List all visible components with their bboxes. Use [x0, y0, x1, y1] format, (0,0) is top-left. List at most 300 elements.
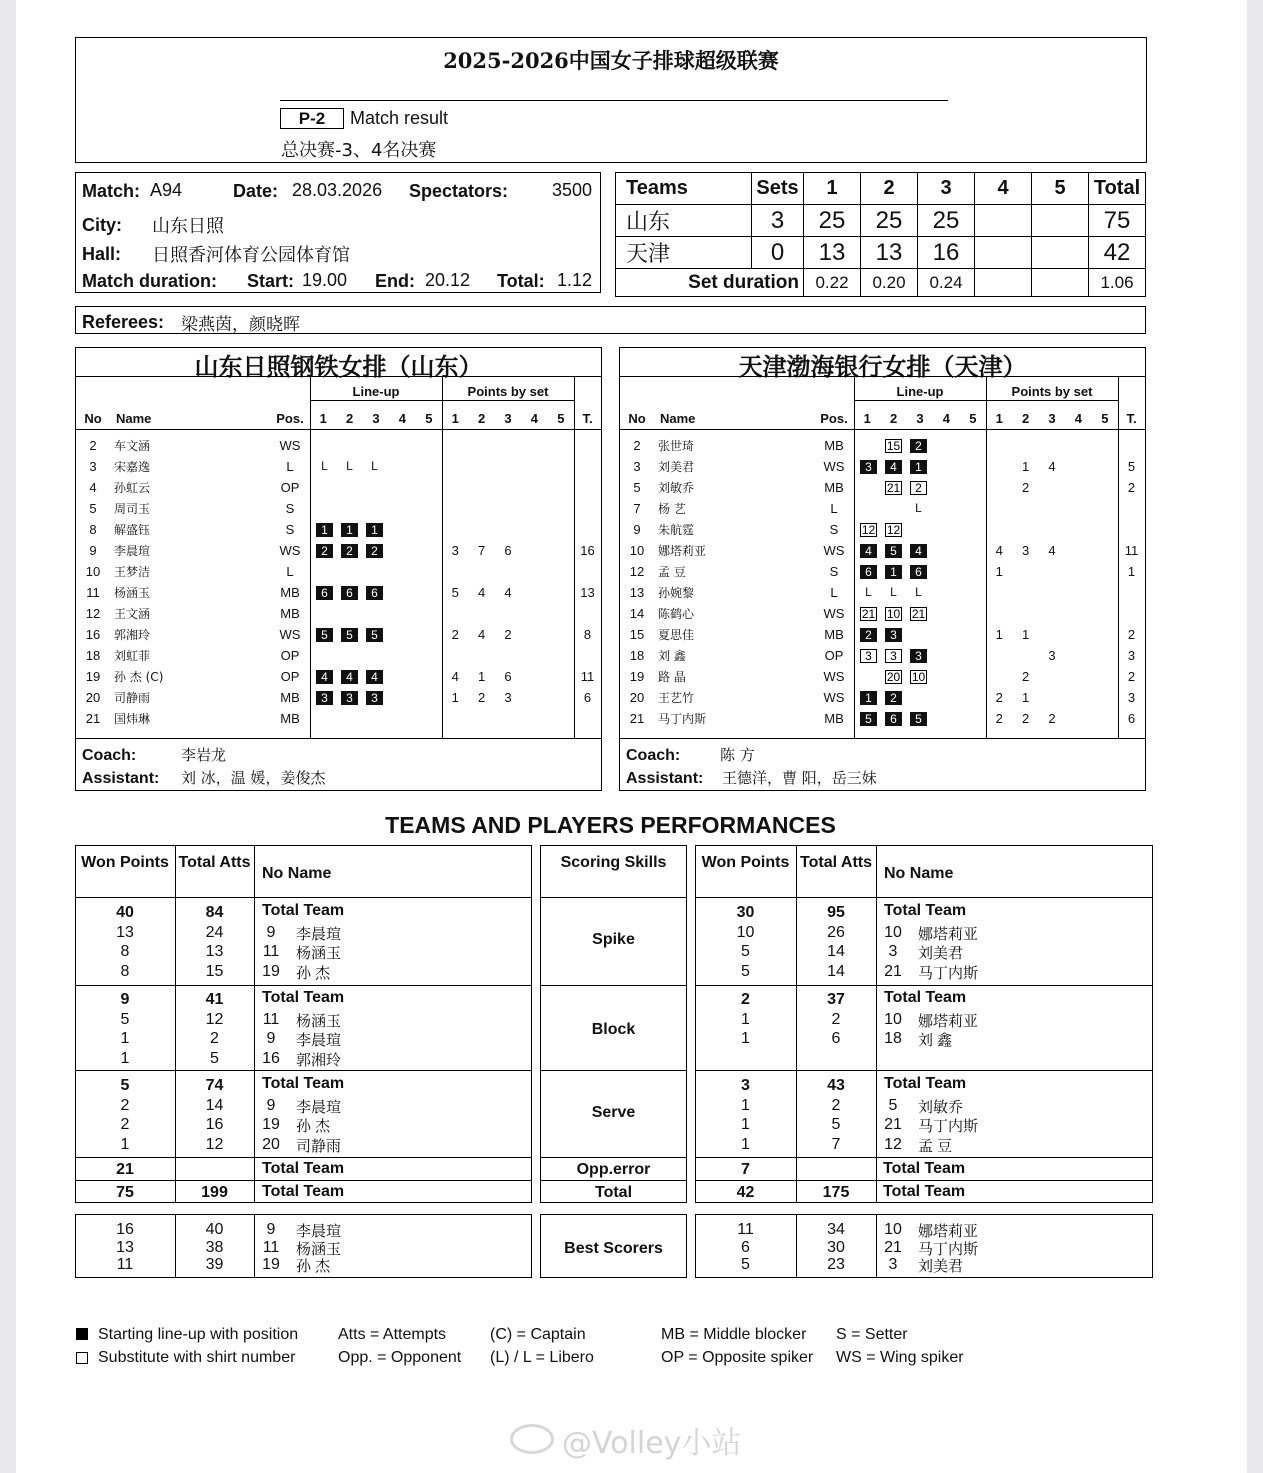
player-number: 3: [89, 459, 97, 474]
set-points: [1039, 480, 1065, 495]
lineup-col: 1: [319, 411, 327, 426]
lineup-col: 2: [345, 411, 354, 426]
player-name: 娜塔莉亚: [918, 1012, 979, 1030]
legend-item: (L) / L = Libero: [490, 1349, 594, 1366]
city-value: 山东日照: [152, 216, 224, 237]
set-points: [1039, 690, 1065, 705]
set-col-header: 1: [804, 173, 861, 205]
legend-item: WS = Wing spiker: [836, 1349, 964, 1366]
player-row: [620, 498, 1145, 519]
player-name: 陈鹤心: [658, 607, 695, 621]
won-points: 1: [120, 1135, 130, 1153]
player-row: [76, 603, 601, 624]
starting-position-box: 5: [316, 628, 333, 642]
player-total: [574, 645, 601, 666]
player-name: 司静雨: [296, 1137, 342, 1155]
player-name: 马丁内斯: [918, 1240, 979, 1258]
player-position: L: [286, 459, 294, 474]
libero-mark: L: [890, 584, 897, 599]
points-col: 4: [530, 411, 539, 426]
player-total: [574, 456, 601, 477]
home-roster: [75, 347, 602, 791]
substitute-box: 21: [861, 606, 876, 621]
substitute-box: 20: [886, 669, 901, 684]
total-team-label: Total Team: [262, 1075, 345, 1092]
player-number: 4: [89, 480, 97, 495]
lineup-col: 5: [425, 411, 433, 426]
player-name: 李晨瑄: [296, 1098, 342, 1116]
won-points: 5: [120, 1010, 130, 1028]
player-position: WS: [823, 690, 845, 705]
player-row: [620, 456, 1145, 477]
set-points: 4: [504, 585, 512, 600]
player-row: [620, 687, 1145, 708]
substitute-box: 2: [910, 481, 927, 495]
total-atts: 5: [210, 1049, 219, 1067]
player-row: [76, 435, 601, 456]
libero-mark: L: [915, 584, 922, 599]
player-name: 马丁内斯: [918, 1118, 979, 1135]
player-number: 5: [888, 1096, 898, 1114]
lineup-col: 3: [372, 411, 380, 426]
starting-position-box: 6: [316, 586, 333, 600]
set-score: 16: [918, 237, 975, 269]
set-points: 1: [477, 669, 486, 684]
player-row: [620, 435, 1145, 456]
player-number: 20: [629, 690, 645, 705]
lineup-col: 3: [916, 411, 924, 426]
empty-slot: [885, 502, 902, 516]
set-points: [1065, 627, 1091, 642]
libero-mark: L: [321, 458, 328, 473]
player-position: WS: [823, 669, 845, 684]
player-name: 孙 杰: [296, 1258, 331, 1275]
page-title: 2025-2026中国女子排球超级联赛: [443, 48, 779, 73]
opp-error-away: 7: [741, 1161, 750, 1178]
player-row: [620, 561, 1145, 582]
player-number: 12: [629, 564, 645, 579]
end-time: 20.12: [425, 270, 471, 290]
date-label: Date:: [233, 181, 279, 201]
player-name: 杨涵玉: [114, 586, 151, 600]
doc-code: P-2: [280, 108, 344, 129]
team-name: 天津: [616, 237, 752, 269]
player-position: MB: [280, 585, 300, 600]
player-name: 李晨瑄: [296, 1032, 342, 1049]
set-score: [1032, 237, 1089, 269]
starting-position-box: 2: [885, 691, 902, 705]
player-number: 19: [85, 669, 101, 684]
spectators-count: 3500: [552, 180, 593, 200]
set-points: 6: [504, 669, 512, 684]
match-number: A94: [150, 180, 183, 200]
legend-item: Opp. = Opponent: [338, 1349, 462, 1366]
sets-won: 0: [752, 237, 804, 269]
total-atts: 30: [827, 1238, 845, 1256]
player-row: [620, 540, 1145, 561]
points-col: 5: [557, 411, 565, 426]
away-coach: 陈 方: [720, 746, 755, 764]
won-points: 1: [741, 1010, 750, 1028]
set-points: [1092, 648, 1118, 663]
player-number: 18: [629, 648, 645, 663]
set-points: 2: [1021, 669, 1030, 684]
player-name: 孙 杰: [296, 1118, 331, 1135]
match-label: Match:: [82, 181, 140, 201]
coach-label: Coach:: [82, 747, 137, 764]
end-label: End:: [375, 271, 415, 291]
won-points: 11: [737, 1221, 754, 1238]
legend-item: MB = Middle blocker: [661, 1326, 807, 1343]
player-name: 刘美君: [918, 945, 964, 962]
set-points: [1012, 564, 1038, 579]
won-points: 5: [741, 962, 750, 980]
total-atts: 15: [205, 962, 224, 980]
player-number: 18: [884, 1030, 902, 1047]
pos-header: Pos.: [276, 411, 304, 426]
away-assistant: 王德洋，曹 阳，岳三妹: [722, 769, 877, 787]
substitute-box: 21: [911, 606, 926, 621]
player-total: 13: [580, 585, 595, 600]
starting-position-box: 2: [366, 544, 383, 558]
set-points: [548, 627, 574, 642]
player-position: WS: [823, 459, 845, 474]
player-number: 12: [884, 1135, 902, 1153]
player-row: [620, 582, 1145, 603]
player-position: WS: [823, 543, 845, 558]
referees-box: [75, 306, 1146, 334]
set-points: 2: [1021, 480, 1030, 495]
player-total: 2: [1127, 480, 1136, 495]
total-atts: 14: [205, 1096, 224, 1114]
skill-name: Block: [591, 1021, 636, 1038]
home-team-title: 山东日照钢铁女排（山东）: [194, 352, 483, 381]
total-atts-home: 199: [201, 1184, 228, 1201]
set-points: [521, 669, 547, 684]
match-date: 28.03.2026: [292, 180, 383, 200]
duration-total: 1.06: [1089, 269, 1146, 297]
player-position: L: [286, 564, 294, 579]
player-number: 10: [85, 564, 101, 579]
set-duration: [1032, 269, 1089, 297]
starting-position-box: 1: [366, 523, 383, 537]
lineup-header: Line-up: [896, 384, 944, 399]
player-position: OP: [280, 669, 300, 684]
total-atts-away: 175: [822, 1184, 850, 1201]
won-points: 8: [120, 962, 130, 980]
player-name: 刘敏乔: [658, 481, 695, 495]
skill-name: Serve: [591, 1104, 636, 1121]
t-header: T.: [582, 411, 593, 426]
player-name: 宋嘉逸: [114, 460, 151, 474]
total-atts: 2: [210, 1030, 219, 1047]
total-atts: 95: [827, 904, 845, 921]
home-player-rows: [76, 435, 601, 729]
player-position: L: [830, 501, 838, 516]
points-col: 5: [1101, 411, 1109, 426]
player-position: WS: [279, 543, 301, 558]
player-total: 1: [1127, 564, 1136, 579]
set-points: 2: [504, 627, 512, 642]
set-points: 3: [1048, 648, 1056, 663]
player-number: 21: [884, 1116, 902, 1133]
city-label: City:: [82, 215, 122, 235]
lineup-cols: [854, 408, 986, 429]
starting-position-box: 3: [341, 691, 358, 705]
starting-position-box: 3: [910, 649, 927, 663]
set-points: 6: [504, 543, 512, 558]
total-atts: 39: [205, 1256, 224, 1273]
substitute-box: 3: [860, 649, 877, 663]
points-cols: [986, 408, 1118, 429]
player-row: [76, 519, 601, 540]
set-score: [975, 237, 1032, 269]
player-position: WS: [279, 627, 301, 642]
set-points: [1012, 648, 1038, 663]
set-points: [1039, 564, 1065, 579]
legend-item: Atts = Attempts: [338, 1326, 447, 1343]
player-name: 朱航霆: [658, 523, 695, 537]
player-row: [76, 708, 601, 729]
assistant-label: Assistant:: [626, 770, 704, 787]
player-name: 王文涵: [114, 607, 151, 621]
set-points: 3: [504, 690, 512, 705]
total-atts: 2: [831, 1096, 841, 1114]
points-col: 2: [1021, 411, 1030, 426]
points-col: 1: [995, 411, 1003, 426]
starting-position-box: 5: [910, 712, 927, 726]
player-name: 杨 艺: [658, 502, 686, 516]
starting-position-box: 5: [366, 628, 383, 642]
player-row: [76, 498, 601, 519]
total-team-label: Total Team: [884, 1075, 967, 1092]
player-number: 11: [262, 1010, 280, 1028]
set-score: 25: [804, 205, 861, 237]
player-position: MB: [280, 690, 300, 705]
legend-item: OP = Opposite spiker: [661, 1349, 814, 1366]
set-points: [1065, 543, 1091, 558]
player-name: 孙 杰 (C): [114, 670, 164, 684]
player-row: [620, 477, 1145, 498]
set-points: [986, 459, 1012, 474]
substitute-box: 15: [886, 438, 901, 453]
spectators-label: Spectators:: [409, 181, 509, 201]
player-total: [1118, 435, 1145, 456]
total-atts: 12: [205, 1135, 224, 1153]
player-number: 20: [262, 1135, 280, 1153]
set-points: [1065, 564, 1091, 579]
set-points: [1092, 564, 1118, 579]
t-header: T.: [1126, 411, 1137, 426]
player-row: [620, 519, 1145, 540]
player-name: 李晨瑄: [114, 544, 151, 558]
player-total: [1118, 603, 1145, 624]
won-points: 5: [741, 1256, 750, 1273]
total-team-label: Total Team: [262, 902, 345, 919]
set-points: [986, 669, 1012, 684]
sets-header: Sets: [752, 173, 804, 205]
won-points: 11: [116, 1256, 134, 1273]
player-row: [76, 456, 601, 477]
player-total: 5: [1127, 459, 1136, 474]
player-name: 司静雨: [114, 691, 151, 705]
won-points: 5: [741, 943, 750, 960]
player-number: 14: [629, 606, 645, 621]
won-points: 2: [741, 991, 750, 1008]
set-points: [1039, 669, 1065, 684]
set-points: 2: [451, 627, 459, 642]
starting-position-box: 3: [885, 628, 902, 642]
player-number: 5: [633, 480, 641, 495]
total-points: 42: [1089, 237, 1146, 269]
set-points: [521, 543, 547, 558]
set-points: 3: [451, 543, 459, 558]
lineup-col: 1: [863, 411, 871, 426]
set-col-header: 3: [918, 173, 975, 205]
libero-mark: L: [371, 458, 378, 473]
player-number: 16: [85, 627, 101, 642]
points-header: Points by set: [1011, 384, 1093, 399]
starting-position-box: 1: [316, 523, 333, 537]
set-col-header: 4: [975, 173, 1032, 205]
set-points: [1065, 459, 1091, 474]
player-name: 马丁内斯: [918, 964, 979, 982]
player-row: [76, 477, 601, 498]
player-number: 10: [884, 1221, 902, 1238]
total-atts: 14: [827, 943, 845, 960]
no-name-header: No Name: [262, 865, 332, 882]
won-points: 13: [116, 923, 134, 941]
total-atts: 13: [205, 943, 224, 960]
set-points: [521, 690, 547, 705]
scoring-skills-header: Scoring Skills: [560, 854, 667, 871]
player-position: OP: [824, 648, 844, 663]
set-points: [986, 648, 1012, 663]
player-total: 3: [1127, 690, 1136, 705]
starting-position-box: 1: [341, 523, 358, 537]
player-row: [76, 624, 601, 645]
start-label: Start:: [247, 271, 295, 291]
referees-label: Referees:: [82, 312, 165, 332]
starting-position-box: 6: [885, 712, 902, 726]
player-name: 国炜琳: [114, 712, 151, 726]
player-name: 孙 杰: [296, 964, 331, 982]
won-points: 40: [116, 904, 134, 921]
set-points: [548, 585, 574, 600]
substitute-box: 12: [861, 522, 876, 537]
points-col: 3: [504, 411, 512, 426]
set-points: [1065, 690, 1091, 705]
total-team-label: Total Team: [262, 989, 345, 1006]
set-points: 1: [1021, 627, 1030, 642]
player-name: 杨涵玉: [296, 1012, 342, 1030]
set-points: 4: [477, 585, 486, 600]
hall-value: 日照香河体育公园体育馆: [152, 245, 350, 266]
name-header: Name: [660, 411, 696, 426]
set-points: [1092, 480, 1118, 495]
player-row: [620, 708, 1145, 729]
player-name: 孙虹云: [114, 481, 151, 495]
watermark: @Volley小站: [562, 1426, 742, 1461]
player-name: 娜塔莉亚: [918, 1223, 979, 1240]
won-points: 1: [741, 1135, 750, 1153]
player-row: [76, 687, 601, 708]
total-atts: 37: [827, 991, 845, 1008]
player-name: 孙婉黎: [658, 586, 695, 600]
set-points: 4: [477, 627, 486, 642]
set-points: 1: [995, 627, 1003, 642]
opp-error-home: 21: [116, 1161, 134, 1178]
lineup-col: 4: [398, 411, 407, 426]
won-points: 2: [120, 1096, 130, 1114]
player-name: 刘 鑫: [658, 649, 686, 663]
player-number: 19: [262, 962, 280, 980]
total-time: 1.12: [557, 270, 593, 290]
total-atts: 23: [827, 1256, 845, 1273]
player-number: 9: [266, 1221, 276, 1238]
player-number: 21: [884, 962, 902, 980]
player-position: WS: [279, 438, 301, 453]
starting-position-box: 4: [910, 544, 927, 558]
sets-won: 3: [752, 205, 804, 237]
skill-name: Spike: [592, 931, 635, 948]
start-time: 19.00: [302, 270, 348, 290]
set-points: 1: [1021, 690, 1030, 705]
player-number: 15: [629, 627, 645, 642]
referees-names: 梁燕茵，颜晓晖: [181, 315, 300, 335]
player-number: 10: [629, 543, 645, 558]
points-col: 2: [477, 411, 486, 426]
player-position: L: [830, 585, 838, 600]
player-position: S: [829, 522, 839, 537]
starting-position-box: 5: [885, 544, 902, 558]
substitute-box: 10: [911, 669, 926, 684]
set-points: [1092, 459, 1118, 474]
player-name: 王艺竹: [658, 691, 695, 705]
player-name: 娜塔莉亚: [918, 925, 979, 943]
points-col: 1: [451, 411, 459, 426]
total-atts: 5: [831, 1116, 841, 1133]
player-number: 9: [266, 1030, 276, 1047]
player-number: 9: [266, 1096, 276, 1114]
player-number: 9: [633, 522, 641, 537]
total-label: Total: [594, 1184, 633, 1201]
total-atts: 38: [205, 1238, 224, 1256]
player-total: [574, 708, 601, 729]
starting-position-box: 4: [860, 544, 877, 558]
player-position: S: [285, 501, 295, 516]
points-cols: [442, 408, 574, 429]
total-won-home: 75: [116, 1184, 134, 1201]
total-atts: 12: [205, 1010, 224, 1028]
set-points: 4: [1048, 543, 1056, 558]
total-team-label: Total Team: [262, 1183, 345, 1200]
player-total: 11: [1124, 543, 1139, 558]
header-box: [75, 37, 1147, 163]
player-number: 9: [266, 923, 276, 941]
coach-label: Coach:: [626, 747, 681, 764]
substitute-box: 10: [886, 606, 901, 621]
player-position: MB: [824, 711, 844, 726]
starting-position-box: 5: [860, 712, 877, 726]
set-duration-label: Set duration: [616, 269, 804, 297]
legend-item: (C) = Captain: [490, 1326, 586, 1343]
player-total: [1118, 582, 1145, 603]
player-name: 孟 豆: [658, 565, 686, 579]
starting-position-box: 1: [910, 460, 927, 474]
set-points: [548, 543, 574, 558]
player-total: [574, 477, 601, 498]
